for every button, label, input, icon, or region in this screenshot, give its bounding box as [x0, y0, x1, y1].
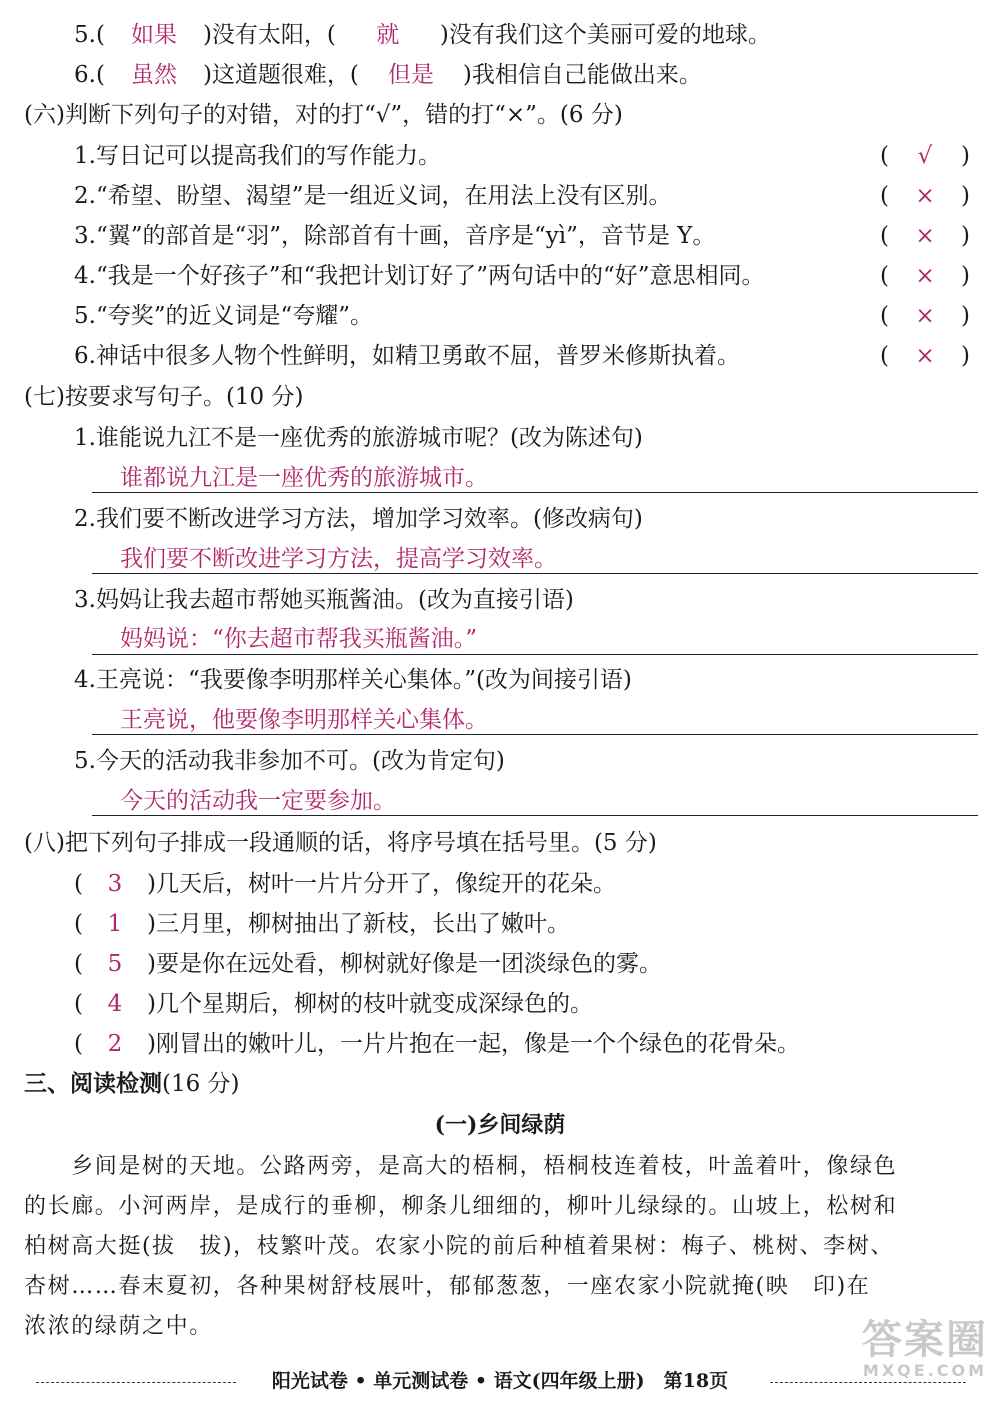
judge-mark-3: ( × )	[880, 223, 970, 249]
rewrite-answer-2: 我们要不断改进学习方法，提高学习效率。	[120, 546, 557, 572]
judge-item-1: 1.写日记可以提高我们的写作能力。	[74, 143, 441, 169]
judge-mark-4: ( × )	[880, 263, 970, 289]
fill-answer: 但是	[387, 62, 434, 88]
judge-item-6: 6.神话中很多人物个性鲜明，如精卫勇敢不屈，普罗米修斯执着。	[74, 343, 740, 369]
answer-underline	[92, 654, 978, 655]
judge-mark-6: ( × )	[880, 343, 970, 369]
judge-item-2: 2.“希望、盼望、渴望”是一组近义词，在用法上没有区别。	[74, 183, 672, 209]
judge-item-5: 5.“夸奖”的近义词是“夸耀”。	[74, 303, 373, 329]
judge-mark-1: ( √ )	[880, 143, 970, 169]
judge-item-4: 4.“我是一个好孩子”和“我把计划订好了”两句话中的“好”意思相同。	[74, 263, 765, 289]
section-3-title: 三、阅读检测(16 分)	[24, 1070, 240, 1097]
rewrite-question-3: 3.妈妈让我去超市帮她买瓶酱油。(改为直接引语)	[74, 587, 574, 613]
order-item-3: ( 5 )要是你在远处看，柳树就好像是一团淡绿色的雾。	[74, 951, 662, 977]
rewrite-answer-5: 今天的活动我一定要参加。	[120, 788, 396, 814]
answer-underline	[92, 573, 978, 574]
order-item-2: ( 1 )三月里，柳树抽出了新枝，长出了嫩叶。	[74, 911, 570, 937]
judge-item-3: 3.“翼”的部首是“羽”，除部首有十画，音序是“yì”，音节是 Y。	[74, 223, 716, 249]
rewrite-answer-1: 谁都说九江是一座优秀的旅游城市。	[120, 465, 488, 491]
rewrite-answer-4: 王亮说，他要像李明那样关心集体。	[120, 707, 488, 733]
passage-line-2: 的长廊。小河两岸，是成行的垂柳，柳条儿细细的，柳叶儿绿绿的。山坡上，松树和	[24, 1194, 898, 1219]
passage-title: (一)乡间绿荫	[434, 1112, 566, 1138]
order-item-1: ( 3 )几天后，树叶一片片分开了，像绽开的花朵。	[74, 871, 616, 897]
passage-line-5: 浓浓的绿荫之中。	[24, 1314, 213, 1339]
judge-mark-2: ( × )	[880, 183, 970, 209]
fill-answer: 如果	[130, 22, 177, 48]
passage-line-3: 柏树高大挺(拔 拔)，枝繁叶茂。农家小院的前后种植着果树：梅子、桃树、李树、	[24, 1234, 894, 1259]
rewrite-question-5: 5.今天的活动我非参加不可。(改为肯定句)	[74, 748, 505, 774]
order-item-4: ( 4 )几个星期后，柳树的枝叶就变成深绿色的。	[74, 991, 593, 1017]
section-6-title: (六)判断下列句子的对错，对的打“√”，错的打“×”。(6 分)	[24, 102, 623, 128]
answer-underline	[92, 492, 978, 493]
passage-line-1: 乡间是树的天地。公路两旁，是高大的梧桐，梧桐枝连着枝，叶盖着叶，像绿色	[24, 1154, 898, 1179]
rewrite-question-2: 2.我们要不断改进学习方法，增加学习效率。(修改病句)	[74, 506, 643, 532]
answer-underline	[92, 734, 978, 735]
fill-answer: 虽然	[130, 62, 177, 88]
rewrite-question-4: 4.王亮说：“我要像李明那样关心集体。”(改为间接引语)	[74, 667, 632, 693]
rewrite-question-1: 1.谁能说九江不是一座优秀的旅游城市呢？(改为陈述句)	[74, 425, 643, 451]
section-8-title: (八)把下列句子排成一段通顺的话，将序号填在括号里。(5 分)	[24, 830, 657, 856]
fill-line-5: 5.( 如果 )没有太阳，( 就 )没有我们这个美丽可爱的地球。	[74, 22, 771, 48]
watermark-logo: 答案圈 MXQE.COM	[862, 1317, 988, 1380]
page-footer: 阳光试卷 • 单元测试卷 • 语文(四年级上册) 第18页	[271, 1370, 729, 1392]
fill-line-6: 6.( 虽然 )这道题很难，( 但是 )我相信自己能做出来。	[74, 62, 702, 88]
answer-underline	[92, 815, 978, 816]
rewrite-answer-3: 妈妈说：“你去超市帮我买瓶酱油。”	[120, 626, 478, 652]
order-item-5: ( 2 )刚冒出的嫩叶儿，一片片抱在一起，像是一个个绿色的花骨朵。	[74, 1031, 800, 1057]
passage-line-4: 杏树……春末夏初，各种果树舒枝展叶，郁郁葱葱，一座农家小院就掩(映 印)在	[24, 1274, 871, 1299]
judge-mark-5: ( × )	[880, 303, 970, 329]
section-7-title: (七)按要求写句子。(10 分)	[24, 384, 304, 410]
footer-rule-right	[770, 1382, 966, 1383]
fill-answer: 就	[376, 22, 400, 48]
